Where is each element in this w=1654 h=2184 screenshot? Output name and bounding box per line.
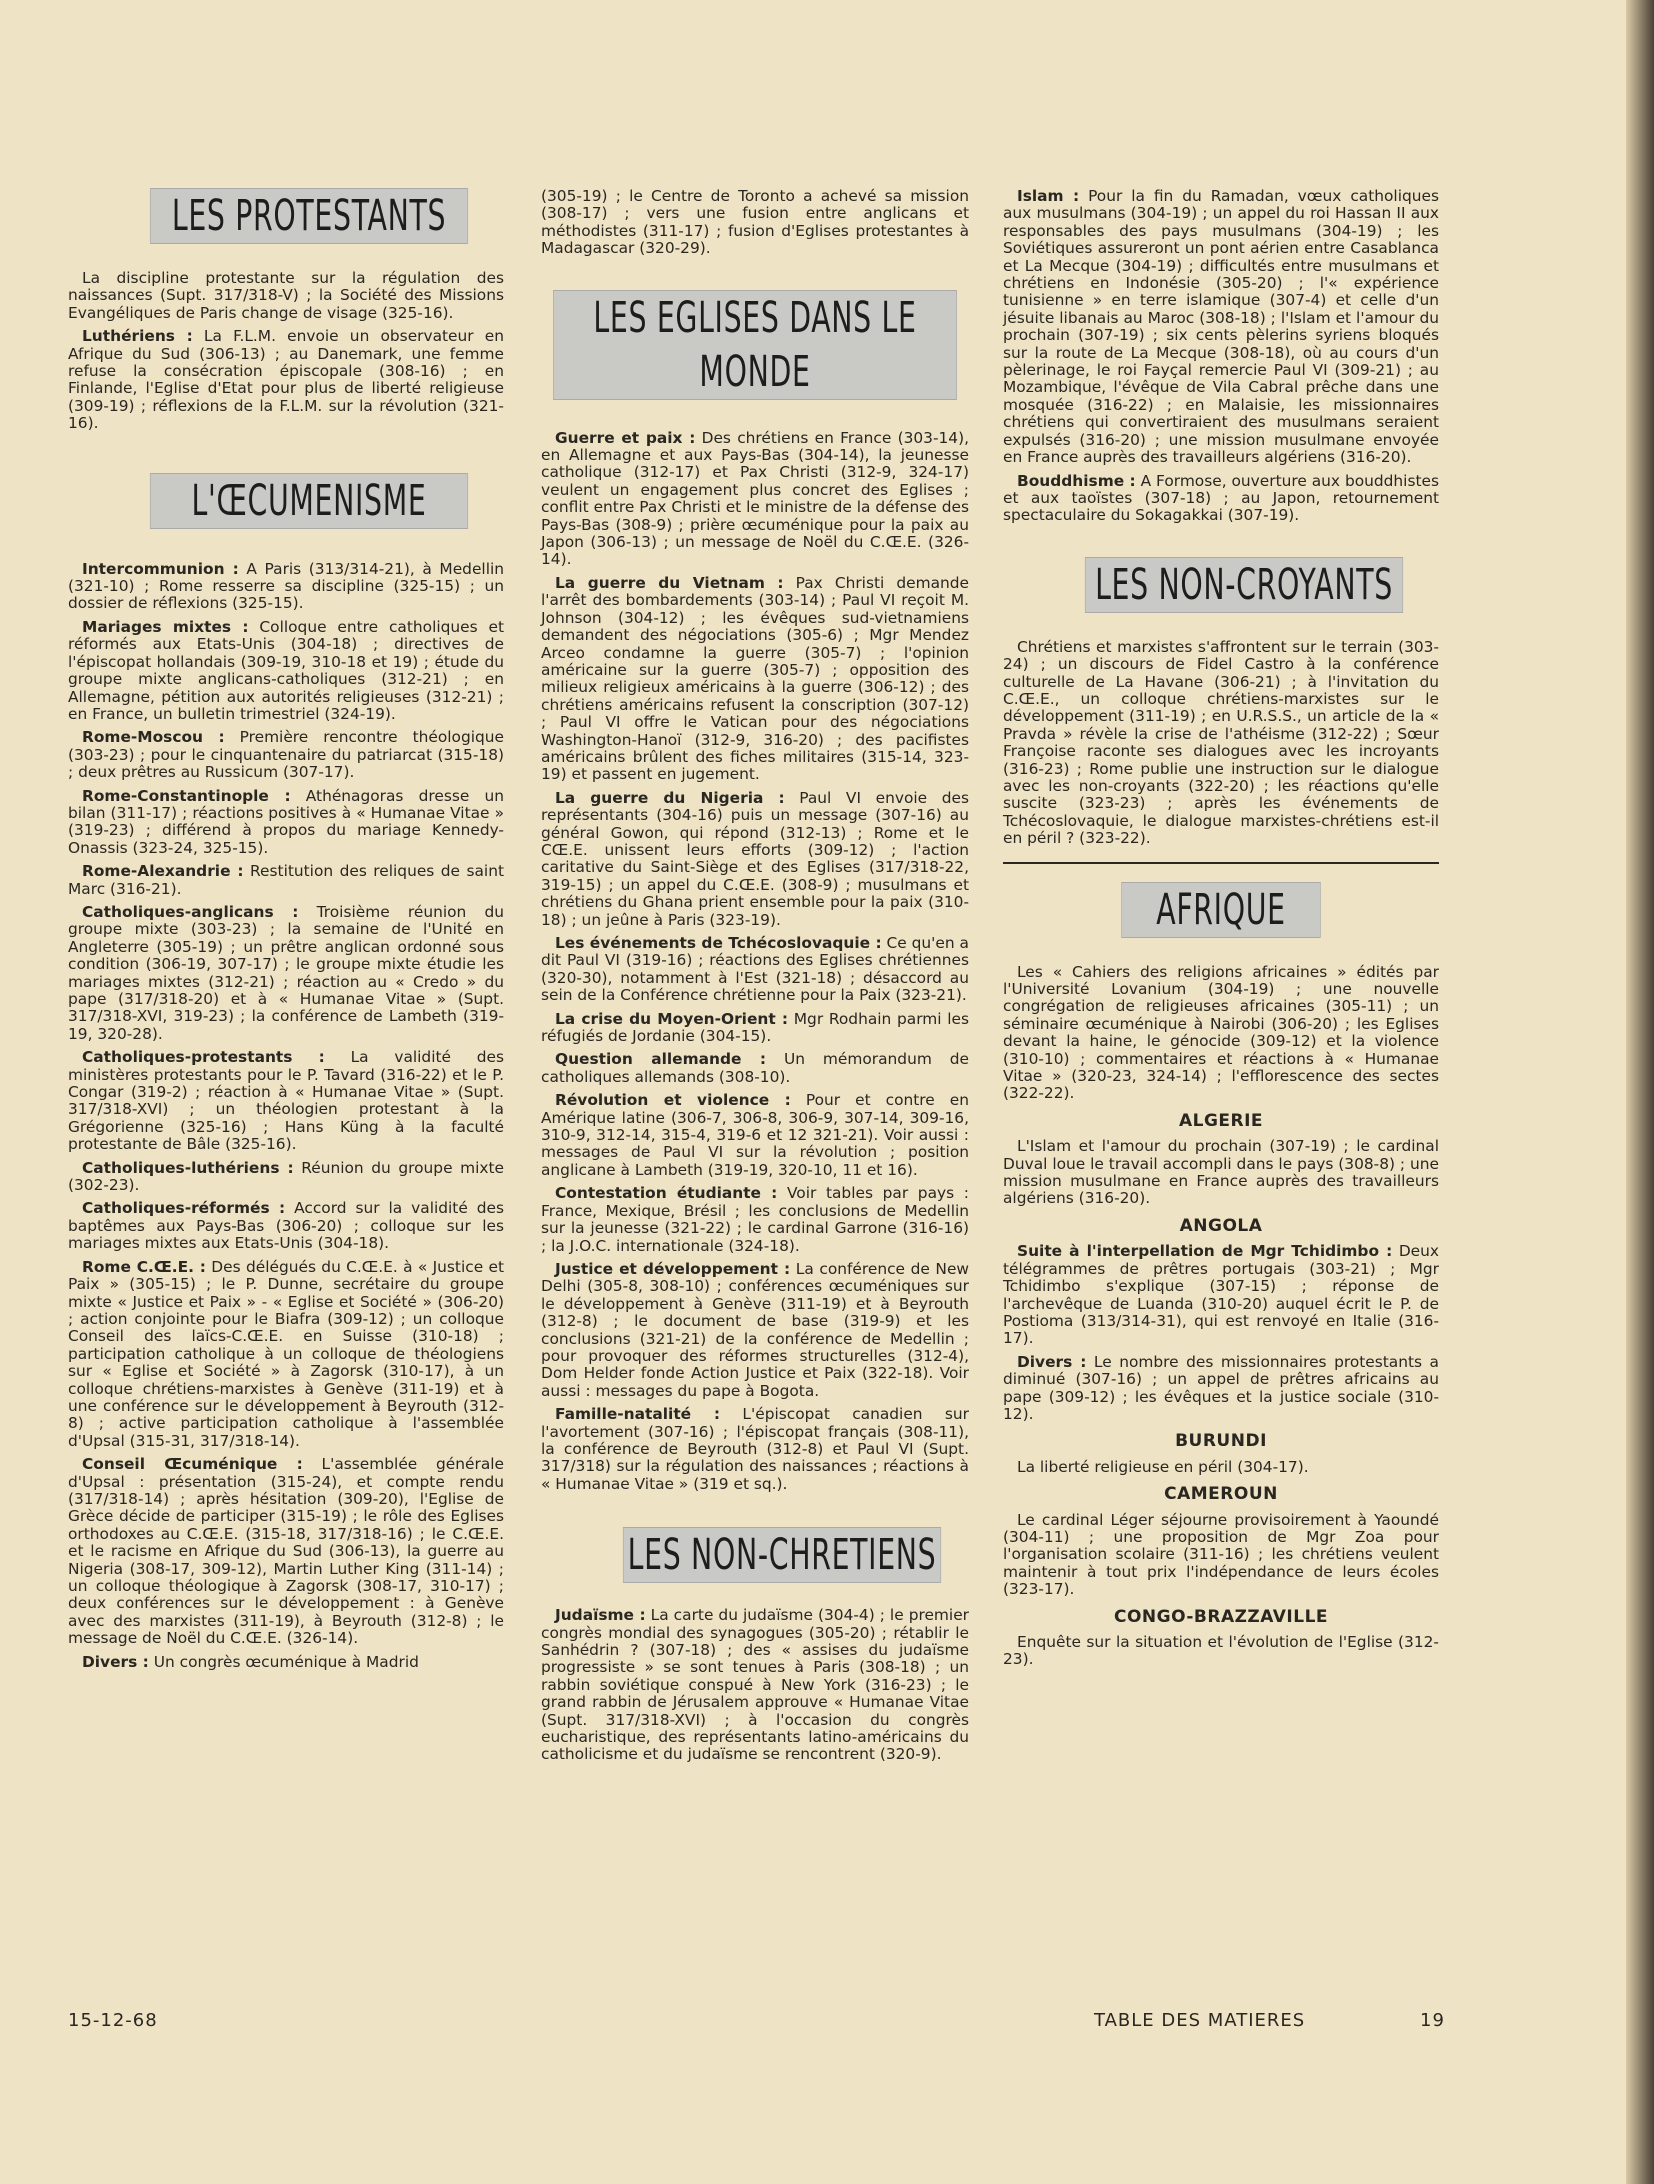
- entry-item: [68, 863, 504, 898]
- entry-text: La F.L.M. envoie un observateur en Afrique du Sud (306-13) ; au Danemark, une femme refuse la consécration épiscopale (308-16) ; en Finlande, l'Eglise d'Etat pour plus de liberté religieuse (309-19) ; réflexions de la F.L.M. sur la révolution (321-16).: [68, 327, 504, 433]
- entry-text: La conférence de New Delhi (305-8, 308-10) ; conférences œcuméniques sur le développement à Genève (311-19) et à Beyrouth (312-8) ; le document de base (319-9) et les conclusions (321-21) de la conférence de Medellin ; pour provoquer des réformes structurelles (312-4), Dom Helder fonde Action Justice et Paix (322-18). Voir aussi : messages du pape à Bogota.: [541, 1259, 970, 1400]
- column-right: [1003, 188, 1439, 1675]
- entry-keyword: La guerre du Nigeria :: [555, 788, 785, 807]
- algerie-text: L'Islam et l'amour du prochain (307-19) ; le cardinal Duval loue le travail accompli dans le pays (308-8) ; une mission musulmane en France auprès des travailleurs algériens (316-20).: [1003, 1137, 1439, 1208]
- entry-keyword: Mariages mixtes :: [82, 617, 249, 636]
- heading-cameroun: CAMEROUN: [1164, 1484, 1278, 1505]
- entry-keyword: Les événements de Tchécoslovaquie :: [555, 934, 882, 952]
- entry-keyword: Catholiques-luthériens :: [82, 1158, 294, 1177]
- noncroyants-text: Chrétiens et marxistes s'affrontent sur le terrain (303-24) ; un discours de Fidel Castro à la conférence culturelle de La Havane (306-21) ; à l'invitation du C.Œ.E., un colloque chrétiens-marxistes sur le développement (311-19) ; en U.R.S.S., un article de la « Pravda » révèle la crise de l'athéisme (312-22) ; Sœur Françoise raconte ses dialogues avec les incroyants (316-23) ; Rome publie une instruction sur le dialogue avec les non-croyants (322-20) ; les réactions qu'elle suscite (323-23) ; après les événements de Tchécoslovaquie, le dialogue marxistes-chrétiens est-il en péril ? (323-22).: [1003, 637, 1439, 848]
- entry-keyword: Contestation étudiante :: [555, 1184, 778, 1203]
- entry-text: Première rencontre théologique (303-23) ; pour le cinquantenaire du patriarcat (315-18) ; deux prêtres au Russicum (307-17).: [68, 728, 504, 782]
- entry-item: [541, 1011, 969, 1046]
- heading-les-protestants: LES PROTESTANTS: [150, 188, 468, 244]
- column-middle: [541, 188, 969, 1770]
- entry-item: [541, 1185, 969, 1255]
- entry-keyword: Intercommunion :: [82, 559, 239, 578]
- entry-item: [68, 904, 504, 1043]
- protestants-intro: La discipline protestante sur la régulation des naissances (Supt. 317/318-V) ; la Société des Missions Evangéliques de Paris change de visage (325-16).: [68, 269, 504, 322]
- entry-keyword: Islam :: [1017, 187, 1080, 205]
- col2-top-text: (305-19) ; le Centre de Toronto a achevé sa mission (308-17) ; vers une fusion entre anglicans et méthodistes (311-17) ; fusion d'Eglises protestantes à Madagascar (320-29).: [541, 187, 969, 258]
- entry-text: Paul VI envoie des représentants (304-16) puis un message (307-16) au général Gowon, qui répond (312-13) ; Rome et le CŒ.E. unissent leurs efforts (309-12) ; l'action caritative du Saint-Siège et des Eglises (317/318-22, 319-15) ; un appel du C.Œ.E. (308-9) ; musulmans et chrétiens du Ghana prient ensemble pour la paix (310-18) ; un jeûne à Paris (323-19).: [541, 788, 969, 929]
- entry-text: Colloque entre catholiques et réformés aux Etats-Unis (304-18) ; directives de l'épiscopat hollandais (309-19, 310-18 et 19) ; étude du groupe mixte anglicans-catholiques (312-21) ; en Allemagne, pétition aux autorités religieuses (312-21) ; en France, un bulletin trimestriel (324-19).: [68, 617, 504, 723]
- entry-text: Mgr Rodhain parmi les réfugiés de Jordanie (304-15).: [541, 1009, 970, 1046]
- entry-keyword: Catholiques-réformés :: [82, 1199, 286, 1218]
- footer-page-number: 19: [1420, 2010, 1445, 2031]
- entry-text: Restitution des reliques de saint Marc (316-21).: [68, 862, 504, 898]
- entry-text: A Formose, ouverture aux bouddhistes et aux taoïstes (307-18) ; au Japon, retournement spectaculaire du Sokagakkai (307-19).: [1003, 471, 1439, 525]
- entry-keyword: Bouddhisme :: [1017, 471, 1136, 490]
- heading-congo-brazzaville: CONGO-BRAZZAVILLE: [1113, 1606, 1329, 1627]
- entry-item: [68, 1654, 504, 1671]
- heading-burundi: BURUNDI: [1175, 1431, 1267, 1452]
- entry-item: [541, 790, 969, 929]
- entry-text: Accord sur la validité des baptêmes aux Pays-Bas (306-20) ; colloque sur les mariages mixtes aux Etats-Unis (304-18).: [68, 1199, 504, 1253]
- entry-keyword: Justice et développement :: [555, 1259, 791, 1278]
- entry-text: Pour la fin du Ramadan, vœux catholiques aux musulmans (304-19) ; un appel du roi Hassan II aux responsables des pays musulmans (304-19) ; les Soviétiques assureront un pont aérien entre Casablanca et La Mecque (304-19) ; difficultés entre musulmans et chrétiens en Indonésie (305-20) ; l'« expérience tunisienne » en terre islamique (307-4) et celle d'un jésuite libanais au Maroc (308-18) ; l'Islam et l'amour du prochain (307-19) ; six cents pèlerins syriens bloqués sur la route de La Mecque (308-18), où au cours d'un pèlerinage, le roi Fayçal remercie Paul VI (309-21) ; au Mozambique, l'évêque de Vila Cabral prêche dans une mosquée (316-22) ; en Malaisie, les missionnaires chrétiens qui convertiraient des musulmans seraient expulsés (316-20) ; une mission musulmane envoyée en France auprès des travailleurs algériens (316-20).: [1003, 187, 1439, 467]
- entry-keyword: La guerre du Vietnam :: [555, 573, 784, 592]
- entry-item: [68, 729, 504, 781]
- entry-angola-divers: [1003, 1354, 1439, 1424]
- burundi-text: La liberté religieuse en péril (304-17).: [1017, 1457, 1309, 1476]
- entry-text: A Paris (313/314-21), à Medellin (321-10) ; Rome resserre sa discipline (325-15) ; un dossier de réflexions (325-15).: [68, 559, 504, 613]
- heading-non-croyants: LES NON-CROYANTS: [1085, 557, 1403, 613]
- cameroun-text: Le cardinal Léger séjourne provisoirement à Yaoundé (304-11) ; une proposition de Mgr Zoa pour l'organisation scolaire (311-16) ; les chrétiens veulent maintenir à tout prix l'indépendance de leurs écoles (323-17).: [1003, 1510, 1439, 1599]
- entry-text: Pax Christi demande l'arrêt des bombardements (303-14) ; Paul VI reçoit M. Johnson (304-12) ; les évêques sud-vietnamiens demandent des négociations (305-6) ; Mgr Mendez Arceo condamne la guerre (305-7) ; l'opinion américaine sur la guerre (305-7) ; opposition des milieux religieux américains à la guerre (306-12) ; des chrétiens américains refusent la conscription (307-12) ; Paul VI offre le Vatican pour des négociations Washington-Hanoï (312-9, 316-20) ; des pacifistes américains brûlent des fiches militaires (315-14, 323-19) et passent en jugement.: [541, 573, 969, 784]
- entry-keyword: Conseil Œcuménique :: [82, 1455, 303, 1474]
- entry-text: La carte du judaïsme (304-4) ; le premier congrès mondial des synagogues (305-20) ; rétablir le Sanhédrin ? (307-18) ; des « assises du judaïsme progressiste » se sont tenues à Paris (308-18) ; un rabbin soviétique conspué à New York (316-23) ; le grand rabbin de Jérusalem approuve « Humanae Vitae (Supt. 317/318-XVI) ; à l'occasion du congrès eucharistique, des représentants latino-américains du catholicisme et du judaïsme se rencontrent (320-9).: [541, 1606, 969, 1764]
- entry-keyword: Rome C.Œ.E. :: [82, 1257, 206, 1276]
- entry-item: [68, 1049, 504, 1153]
- entry-keyword: Rome-Alexandrie :: [82, 862, 244, 881]
- footer-date: 15-12-68: [68, 2010, 158, 2031]
- entry-item: [68, 1259, 504, 1450]
- entry-text: Réunion du groupe mixte (302-23).: [68, 1158, 504, 1195]
- heading-angola: ANGOLA: [1179, 1215, 1263, 1236]
- entry-keyword: Rome-Constantinople :: [82, 786, 291, 805]
- entry-keyword: Luthériens :: [82, 327, 193, 346]
- section-divider: [1003, 862, 1439, 864]
- column-left: [68, 188, 504, 1677]
- entry-text: Des délégués du C.Œ.E. à « Justice et Paix » (305-15) ; le P. Dunne, secrétaire du groupe mixte « Justice et Paix » - « Eglise et Société » (306-20) ; action conjointe pour le Biafra (309-12) ; un colloque Conseil des laïcs-C.Œ.E. en Suisse (310-18) ; participation catholique à un colloque de théologiens sur « Eglise et Société » à Zagorsk (310-17), à un colloque chrétiens-marxistes à Genève (311-19) et à une conférence sur le développement à Beyrouth (312-8) ; active participation catholique à l'assemblée d'Upsal (315-31, 317/318-14).: [68, 1257, 504, 1450]
- entry-item: [541, 1406, 969, 1493]
- entry-keyword: Suite à l'interpellation de Mgr Tchidimbo :: [1017, 1242, 1393, 1261]
- entry-text: Athénagoras dresse un bilan (311-17) ; réactions positives à « Humanae Vitae » (319-23) ; différend à propos du mariage Kennedy-Onassis (323-24, 325-15).: [68, 786, 504, 857]
- entry-keyword: Divers :: [82, 1652, 149, 1671]
- heading-algerie: ALGERIE: [1178, 1110, 1264, 1131]
- congo-text: Enquête sur la situation et l'évolution de l'Eglise (312-23).: [1003, 1633, 1439, 1669]
- entry-item: [541, 575, 969, 784]
- entry-item: [68, 561, 504, 613]
- entry-keyword: La crise du Moyen-Orient :: [555, 1009, 789, 1028]
- entry-keyword: Guerre et paix :: [555, 428, 696, 447]
- entry-judaisme: [541, 1607, 969, 1764]
- entry-keyword: Rome-Moscou :: [82, 728, 225, 747]
- entry-item: [68, 788, 504, 858]
- entry-text: Voir tables par pays : France, Mexique, Brésil ; les conclusions de Medellin sur la jeunesse (321-22) ; le cardinal Garrone (316-16) ; la J.O.C. internationale (324-18).: [541, 1184, 969, 1255]
- entry-text: La validité des ministères protestants pour le P. Tavard (316-22) et le P. Congar (319-2) ; réaction à « Humanae Vitae » (Supt. 317/318-XVI) ; un théologien protestant à la Grégorienne (325-16) ; Hans Küng à la faculté protestante de Bâle (325-16).: [68, 1048, 504, 1154]
- entry-text: Des chrétiens en France (303-14), en Allemagne et aux Pays-Bas (304-14), la jeunesse catholique (312-17) et Pax Christi (312-9, 324-17) veulent un engagement plus concret des Eglises ; conflit entre Pax Christi et le ministre de la défense des Pays-Bas (308-9) ; prière œcuménique pour la paix au Japon (306-13) ; un message de Noël du C.Œ.E. (326-14).: [541, 428, 969, 569]
- heading-afrique: AFRIQUE: [1121, 882, 1320, 938]
- entry-item: [541, 430, 969, 569]
- entry-bouddhisme: [1003, 473, 1439, 525]
- entry-text: Deux télégrammes de prêtres portugais (303-21) ; Mgr Tchidimbo s'explique (307-15) ; réponse de l'archevêque de Luanda (310-20) auquel écrit le P. de Postioma (313/314-31), qui est renvoyé en Italie (316-17).: [1003, 1242, 1440, 1348]
- entry-text: L'épiscopat canadien sur l'avortement (307-16) ; l'épiscopat français (308-11), la conférence de Beyrouth (312-8) et Paul VI (Supt. 317/318) sur la régulation des naissances ; réactions à « Humanae Vitae » (319 et sq.).: [541, 1405, 969, 1493]
- entry-text: Un mémorandum de catholiques allemands (308-10).: [541, 1050, 969, 1086]
- entry-text: Un congrès œcuménique à Madrid: [148, 1652, 419, 1671]
- entry-item: [68, 1200, 504, 1252]
- entry-item: [541, 1261, 969, 1400]
- entry-lutheriens: [68, 328, 504, 432]
- entry-keyword: Catholiques-protestants :: [82, 1048, 325, 1067]
- page-edge: [1626, 0, 1654, 2184]
- entry-item: [68, 619, 504, 723]
- entry-text: Le nombre des missionnaires protestants a diminué (307-16) ; un appel de prêtres africains au pape (309-12) ; les évêques et la justice sociale (310-12).: [1003, 1352, 1439, 1423]
- oecumenisme-entries: [68, 561, 504, 1671]
- afrique-intro: Les « Cahiers des religions africaines » édités par l'Université Lovanium (304-19) ; une nouvelle congrégation de religieuses africaines (305-11) ; un séminaire œcuménique à Nairobi (306-20) ; les Eglises devant la haine, le génocide (309-12) et la violence (310-10) ; commentaires et réactions à « Humanae Vitae » (320-23, 324-14) ; l'efflorescence des sectes (322-22).: [1003, 962, 1439, 1103]
- footer-section: TABLE DES MATIERES: [1094, 2010, 1306, 2031]
- entry-keyword: Catholiques-anglicans :: [82, 902, 299, 921]
- entry-keyword: Divers :: [1017, 1352, 1087, 1371]
- entry-keyword: Famille-natalité :: [555, 1405, 721, 1424]
- heading-non-chretiens: LES NON-CHRETIENS: [623, 1527, 941, 1583]
- entry-text: Troisième réunion du groupe mixte (303-23) ; la semaine de l'Unité en Angleterre (305-19) ; un prêtre anglican ordonné sous condition (306-19, 307-17) ; le groupe mixte étudie les mariages mixtes (312-21) ; réaction au « Credo » du pape (317/318-20) et à « Humanae Vitae » (Supt. 317/318-XVI, 319-23) ; la conférence de Lambeth (319-19, 320-28).: [68, 902, 504, 1043]
- entry-text: L'assemblée générale d'Upsal : présentation (315-24), et compte rendu (317/318-14) ; après hésitation (309-20), l'Eglise de Grèce décide de participer (315-19) ; le rôle des Eglises orthodoxes au C.Œ.E. (315-18, 317/318-16) ; le C.Œ.E. et le racisme en Afrique du Sud (306-13), la guerre au Nigeria (308-17, 309-12), Martin Luther King (311-14) ; un colloque théologique à Zagorsk (308-17, 310-17) ; deux conférences sur le développement : à Genève avec des marxistes (311-19), à Beyrouth (312-8) ; le message de Noël du C.Œ.E. (326-14).: [68, 1455, 504, 1648]
- entry-islam: [1003, 188, 1439, 467]
- entry-text: Pour et contre en Amérique latine (306-7, 306-8, 306-9, 307-14, 309-16, 310-9, 312-14, 315-4, 319-6 et 12 321-21). Voir aussi : messages de Paul VI sur la révolution ; position anglicane à Lambeth (319-19, 320-10, 11 et 16).: [541, 1091, 969, 1179]
- entry-keyword: Question allemande :: [555, 1050, 766, 1069]
- entry-text: Ce qu'en a dit Paul VI (319-16) ; réactions des Eglises chrétiennes (320-30), notamment à l'Est (321-18) ; désaccord au sein de la Conférence chrétienne pour la Paix (323-21).: [541, 934, 969, 1005]
- entry-item: [541, 935, 969, 1005]
- entry-item: [68, 1160, 504, 1195]
- entry-item: [68, 1456, 504, 1647]
- entry-keyword: Judaïsme :: [555, 1606, 646, 1625]
- entry-keyword: Révolution et violence :: [555, 1091, 791, 1110]
- heading-oecumenisme: L'ŒCUMENISME: [150, 473, 468, 529]
- entry-angola: [1003, 1243, 1439, 1347]
- entry-item: [541, 1092, 969, 1179]
- heading-eglises-dans-le-monde: LES EGLISES DANS LE MONDE: [553, 290, 957, 400]
- entry-item: [541, 1051, 969, 1086]
